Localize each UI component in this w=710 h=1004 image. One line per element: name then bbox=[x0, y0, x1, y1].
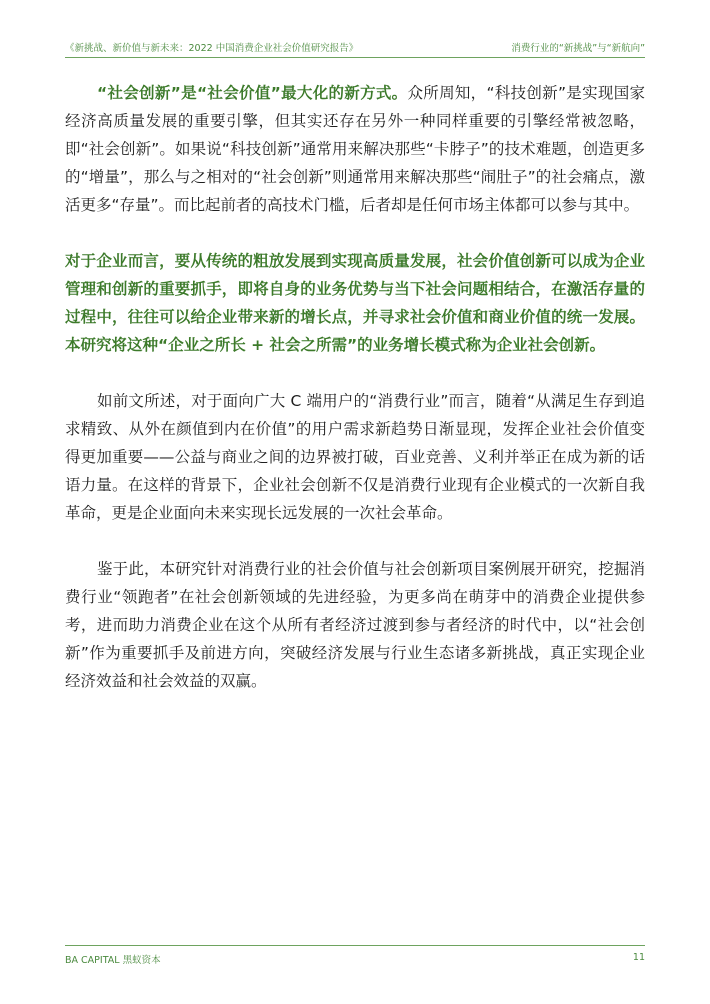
paragraph-research-purpose: 鉴于此，本研究针对消费行业的社会价值与社会创新项目案例展开研究，挖掘消费行业“领跑者”在社会创新领域的先进经验，为更多尚在萌芽中的消费企业提供参考，进而助力消费企业在这个从所有者经济过渡到参与者经济的时代中，以“社会创新”作为重要抓手及前进方向，突破经济发展与行业生态诸多新挑战，真正实现企业经济效益和社会效益的双赢。 bbox=[65, 560, 645, 690]
running-header bbox=[65, 40, 645, 56]
footer-divider bbox=[65, 945, 645, 946]
section-title: 消费行业的“新挑战”与“新航向” bbox=[511, 43, 645, 54]
page-number: 11 bbox=[632, 952, 645, 963]
body-text bbox=[65, 79, 645, 695]
paragraph-consumer-industry: 如前文所述，对于面向广大 C 端用户的“消费行业”而言，随着“从满足生存到追求精致、从外在颜值到内在价值”的用户需求新趋势日渐显现，发挥企业社会价值变得更加重要——公益与商业之间的边界被打破，百业竞善、义利并举正在成为新的话语力量。在这样的背景下，企业社会创新不仅是消费行业现有企业模式的一次新自我革命，更是企业面向未来实现长远发展的一次社会革命。 bbox=[65, 392, 645, 522]
paragraph-text: 众所周知，“科技创新”是实现国家经济高质量发展的重要引擎，但其实还存在另外一种同样重要的引擎经常被忽略，即“社会创新”。如果说“科技创新”通常用来解决那些“卡脖子”的技术难题，创造更多的“增量”，那么与之相对的“社会创新”则通常用来解决那些“闹肚子”的社会痛点，激活更多“存量”。而比起前者的高技术门槛，后者却是任何市场主体都可以参与其中。 bbox=[65, 84, 645, 214]
paragraph-enterprise-innovation: 对于企业而言，要从传统的粗放发展到实现高质量发展，社会价值创新可以成为企业管理和创新的重要抓手，即将自身的业务优势与当下社会问题相结合，在激活存量的过程中，往往可以给企业带来新的增长点，并寻求社会价值和商业价值的统一发展。本研究将这种“企业之所长 + 社会之所需”的业务增长模式称为企业社会创新。 bbox=[65, 252, 645, 354]
paragraph-highlight: “社会创新”是“社会价值”最大化的新方式。 bbox=[97, 84, 408, 102]
page-footer bbox=[65, 952, 645, 968]
header-divider bbox=[65, 57, 645, 58]
paragraph-social-innovation bbox=[65, 79, 645, 219]
footer-brand: BA CAPITAL 黑蚁资本 bbox=[65, 955, 161, 966]
report-title: 《新挑战、新价值与新未来：2022 中国消费企业社会价值研究报告》 bbox=[65, 43, 359, 54]
